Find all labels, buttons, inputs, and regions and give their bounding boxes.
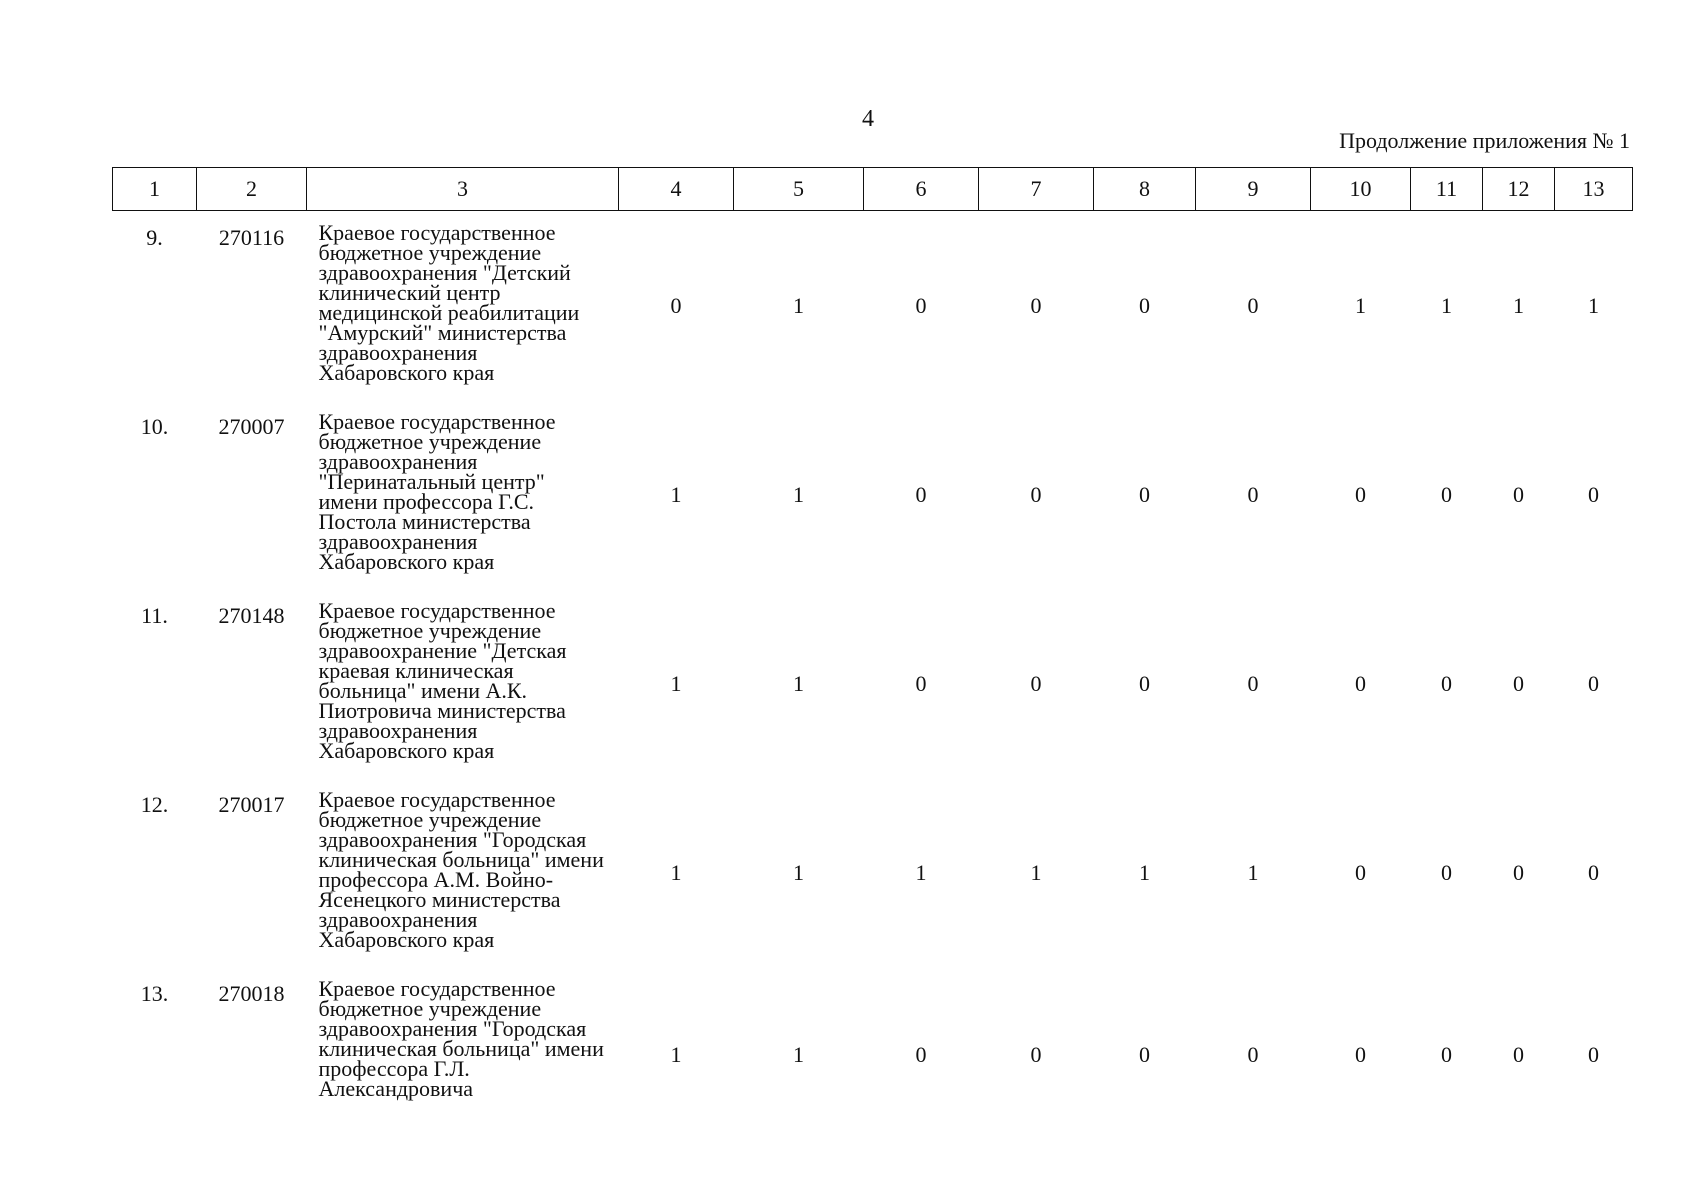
value-cell: 0 [1139,670,1150,696]
value-cell: 0 [1513,859,1524,885]
header-cell: 7 [979,168,1094,211]
header-cell: 5 [734,168,864,211]
value-cell: 0 [1441,670,1452,696]
header-cell: 9 [1196,168,1311,211]
value-cell: 1 [793,670,804,696]
value-cell: 0 [1355,670,1366,696]
value-cell: 0 [670,292,682,318]
value-cell: 1 [1355,292,1366,318]
institution-name: Краевое государственное бюджетное учреждение здравоохранения "Городская клиническая больница" имени профессора Г.Л. Александровича [318,976,604,1101]
value-cell: 0 [1247,292,1259,318]
header-cell: 1 [113,168,197,211]
institution-name: Краевое государственное бюджетное учреждение здравоохранение "Детская краевая клиническая больница" имени А.К. Пиотровича министерства здравоохранения Хабаровского края [318,598,567,763]
value-cell: 0 [1588,1042,1599,1067]
header-cell: 11 [1411,168,1483,211]
value-cell: 0 [915,670,927,696]
appendix-continuation-note: Продолжение приложения № 1 [1339,128,1630,153]
table-row [113,400,1633,589]
value-cell: 0 [1588,859,1599,885]
header-cell: 12 [1483,168,1555,211]
value-cell: 0 [1139,481,1150,507]
value-cell: 0 [1513,670,1524,696]
value-cell: 0 [1441,481,1452,507]
header-cell: 4 [619,168,734,211]
table-row [113,778,1633,967]
value-cell: 1 [670,859,682,885]
value-cell: 1 [670,1042,682,1067]
value-cell: 0 [1441,1042,1452,1067]
institution-name: Краевое государственное бюджетное учреждение здравоохранения "Городская клиническая больница" имени профессора А.М. Войно-Ясенецкого министерства здравоохранения Хабаровского края [318,787,604,952]
row-number: 11. [141,603,168,628]
value-cell: 0 [1355,1042,1366,1067]
value-cell: 0 [1247,670,1259,696]
value-cell: 0 [1030,292,1042,318]
value-cell: 1 [793,481,804,507]
header-cell: 3 [307,168,619,211]
header-cell: 10 [1311,168,1411,211]
value-cell: 1 [1247,859,1259,885]
value-cell: 0 [1441,859,1452,885]
header-cell: 8 [1094,168,1196,211]
value-cell: 1 [670,670,682,696]
value-cell: 0 [1030,670,1042,696]
value-cell: 0 [1247,1042,1259,1067]
institution-code: 270018 [218,981,285,1006]
value-cell: 1 [793,859,804,885]
value-cell: 0 [1355,859,1366,885]
value-cell: 0 [915,1042,927,1067]
value-cell: 0 [915,292,927,318]
value-cell: 1 [793,1042,804,1067]
header-cell: 2 [197,168,307,211]
value-cell: 0 [1247,481,1259,507]
value-cell: 0 [1588,481,1599,507]
header-row [113,168,1633,211]
institution-code: 270116 [218,225,285,250]
table-row [113,211,1633,401]
value-cell: 1 [915,859,927,885]
institution-name: Краевое государственное бюджетное учреждение здравоохранения "Детский клинический центр медицинской реабилитации "Амурский" министерства здравоохранения Хабаровского края [318,220,580,385]
value-cell: 1 [1588,292,1599,318]
institution-name: Краевое государственное бюджетное учреждение здравоохранения "Перинатальный центр" имени профессора Г.С. Постола министерства здравоохранения Хабаровского края [318,409,556,574]
value-cell: 0 [1513,1042,1524,1067]
value-cell: 1 [1513,292,1524,318]
value-cell: 0 [1139,1042,1150,1067]
data-table [112,167,1633,1143]
value-cell: 0 [1588,670,1599,696]
institution-code: 270148 [218,603,285,628]
row-number: 13. [140,981,169,1006]
value-cell: 1 [1030,859,1042,885]
value-cell: 1 [1139,859,1150,885]
value-cell: 1 [670,481,682,507]
value-cell: 0 [915,481,927,507]
table-row [113,589,1633,778]
row-number: 12. [140,792,169,817]
value-cell: 0 [1030,481,1042,507]
header-cell: 6 [864,168,979,211]
row-number: 9. [146,225,163,250]
value-cell: 0 [1513,481,1524,507]
value-cell: 0 [1355,481,1366,507]
page-number: 4 [862,106,874,132]
value-cell: 0 [1139,292,1150,318]
row-number: 10. [140,414,169,439]
header-cell: 13 [1555,168,1633,211]
value-cell: 1 [1441,292,1452,318]
value-cell: 0 [1030,1042,1042,1067]
institution-code: 270017 [218,792,285,817]
table-row [113,967,1633,1143]
value-cell: 1 [793,292,804,318]
institution-code: 270007 [218,414,285,439]
